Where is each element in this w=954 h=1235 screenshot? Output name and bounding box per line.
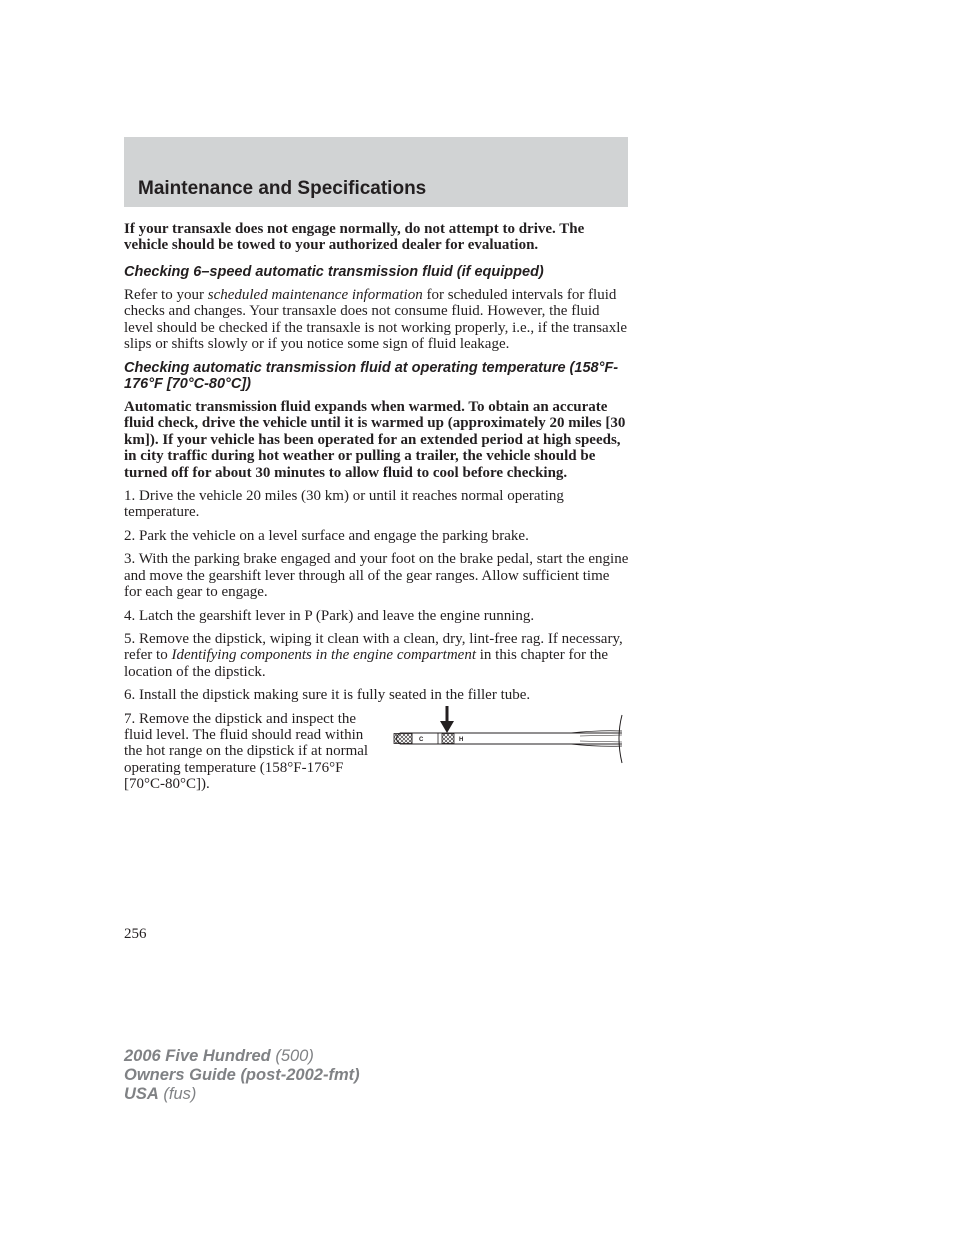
hot-mark-label: H [459,736,464,743]
step-7: 7. Remove the dipstick and inspect the fluid level. The fluid should read within the hot range on the dipstick if at normal operating temperature (158°F-176°F [70°C-80°C]). [124,710,369,793]
footer-model-code: (500) [270,1047,314,1065]
page-content [124,221,630,791]
step-7-block [124,711,630,791]
footer-guide-line: Owners Guide (post-2002-fmt) [124,1066,360,1084]
intro-text-before: Refer to your [124,287,208,304]
tow-warning: If your transaxle does not engage normally, do not attempt to drive. The vehicle should be towed to your authorized dealer for evaluation. [124,221,585,254]
footer-model: 2006 Five Hundred [124,1047,271,1065]
step-5 [124,631,630,680]
section-title: Maintenance and Specifications [138,178,427,199]
hot-range-arrow-icon [440,706,454,733]
scheduled-maintenance-reference: scheduled maintenance information [207,287,423,304]
step-6: 6. Install the dipstick making sure it is fully seated in the filler tube. [124,687,531,704]
step-1: 1. Drive the vehicle 20 miles (30 km) or until it reaches normal operating temperature. [124,488,564,521]
dipstick-blade [394,733,622,744]
footer-market: USA [124,1085,159,1103]
footer-market-code: (fus) [158,1085,197,1103]
heading-operating-temperature: Checking automatic transmission fluid at operating temperature (158°F-176°F [70°C-80°C]) [124,359,619,392]
step-4: 4. Latch the gearshift lever in P (Park) and leave the engine running. [124,607,535,624]
dipstick-handle [570,715,622,763]
section-header-band [124,137,628,207]
intro-text-after: for scheduled intervals for fluid checks and changes. Your transaxle does not consume fluid. However, the fluid level should be checked if the transaxle is not working properly, i.e., if the transaxle slips or shifts slowly or if you notice some sign of fluid leakage. [124,287,628,353]
step-2: 2. Park the vehicle on a level surface and engage the parking brake. [124,527,529,544]
engine-components-reference: Identifying components in the engine compartment [171,647,476,664]
document-footer [124,1047,360,1104]
fluid-check-intro [124,287,630,353]
footer-model-line [124,1047,360,1066]
heading-6speed-fluid-check: Checking 6–speed automatic transmission fluid (if equipped) [124,263,544,280]
step-3: 3. With the parking brake engaged and your foot on the brake pedal, start the engine and move the gearshift lever through all of the gear ranges. Allow sufficient time for each gear to engage. [124,551,629,601]
page-number: 256 [124,926,147,942]
fluid-expansion-warning: Automatic transmission fluid expands when warmed. To obtain an accurate fluid check, drive the vehicle until it is warmed up (approximately 20 miles [30 km]). If your vehicle has been operated for an extended period at high speeds, in city traffic during hot weather or pulling a trailer, the vehicle should be turned off for about 30 minutes to allow fluid to cool before checking. [124,399,626,481]
step-5-text-after: in this chapter for the location of the dipstick. [124,647,609,680]
step-5-text-before: 5. Remove the dipstick, wiping it clean with a clean, dry, lint-free rag. If necessary, refer to [124,630,623,664]
cold-mark-label: C [419,736,424,743]
footer-market-line [124,1085,360,1104]
dipstick-illustration [390,705,630,777]
